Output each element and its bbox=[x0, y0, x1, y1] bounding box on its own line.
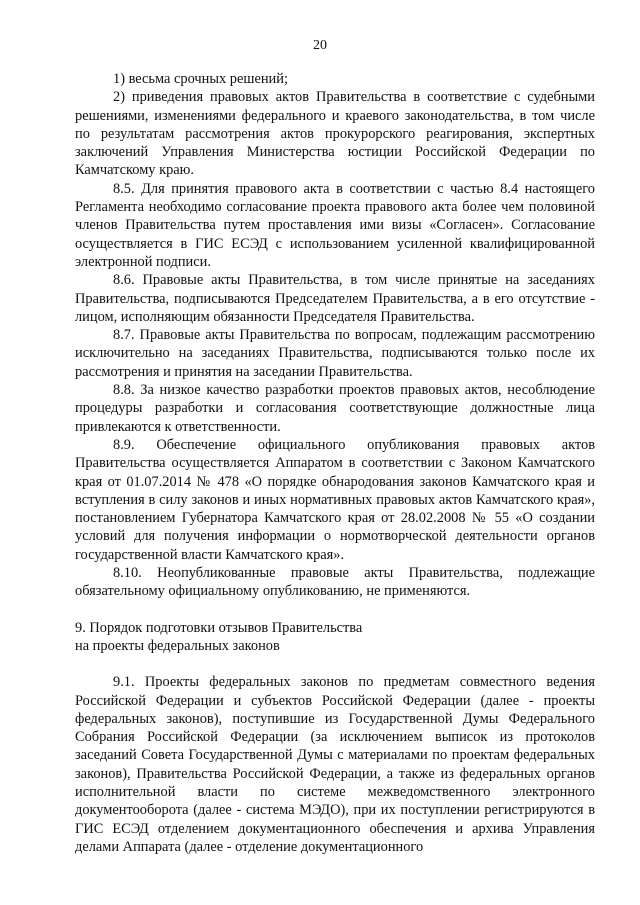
section-heading bbox=[75, 619, 595, 656]
paragraph-8-5: 8.5. Для принятия правового акта в соответствии с частью 8.4 настоящего Регламента необходимо согласование проекта правового акта более чем половиной членов Правительства путем проставления ими визы «Согласен». Согласование осуществляется в ГИС ЕСЭД с использованием усиленной квалифицированной электронной подписи. bbox=[75, 180, 595, 270]
paragraph-8-9: 8.9. Обеспечение официального опубликования правовых актов Правительства осуществляется Аппаратом в соответствии с Законом Камчатского края от 01.07.2014 № 478 «О порядке обнародования законов Камчатского края и вступления в силу законов и иных нормативных правовых актов Камчатского края», постановлением Губернатора Камчатского края от 28.02.2008 № 55 «О создании условий для получения информации о нормотворческой деятельности органов государственной власти Камчатского края». bbox=[75, 436, 595, 563]
paragraph-item-1: 1) весьма срочных решений; bbox=[113, 71, 288, 87]
paragraph-8-10: 8.10. Неопубликованные правовые акты Правительства, подлежащие обязательному официальному опубликованию, не применяются. bbox=[75, 565, 595, 600]
section-heading-line-2: на проекты федеральных законов bbox=[75, 637, 280, 654]
section-heading-line-1: 9. Порядок подготовки отзывов Правительства bbox=[75, 619, 363, 636]
paragraph-8-7: 8.7. Правовые акты Правительства по вопросам, подлежащим рассмотрению исключительно на заседаниях Правительства, подписываются только после их рассмотрения и принятия на заседании Правительства. bbox=[75, 327, 595, 380]
paragraph-item-2: 2) приведения правовых актов Правительства в соответствие с судебными решениями, изменениями федерального и краевого законодательства, в том числе по результатам рассмотрения актов прокурорского реагирования, экспертных заключений Управления Министерства юстиции Российской Федерации по Камчатскому краю. bbox=[75, 89, 595, 179]
document-body bbox=[75, 70, 595, 856]
paragraph-8-8: 8.8. За низкое качество разработки проектов правовых актов, несоблюдение процедуры разработки и согласования соответствующие должностные лица привлекаются к ответственности. bbox=[75, 382, 595, 435]
paragraph-8-6: 8.6. Правовые акты Правительства, в том числе принятые на заседаниях Правительства, подписываются Председателем Правительства, а в его отсутствие - лицом, исполняющим обязанности Председателя Правительства. bbox=[75, 272, 595, 325]
paragraph-9-1: 9.1. Проекты федеральных законов по предметам совместного ведения Российской Федерации и субъектов Российской Федерации (далее - проекты федеральных законов), поступившие из Государственной Думы Федерального Собрания Российской Федерации (за исключением выписок из протоколов заседаний Совета Государственной Думы с материалами по проектам федеральных законов), Правительства Российской Федерации, а также из федеральных органов исполнительной власти по системе межведомственного электронного документооборота (далее - система МЭДО), при их поступлении регистрируются в ГИС ЕСЭД отделением документационного обеспечения и архива Управления делами Аппарата (далее - отделение документационного bbox=[75, 674, 595, 855]
page-number: 20 bbox=[313, 38, 327, 53]
